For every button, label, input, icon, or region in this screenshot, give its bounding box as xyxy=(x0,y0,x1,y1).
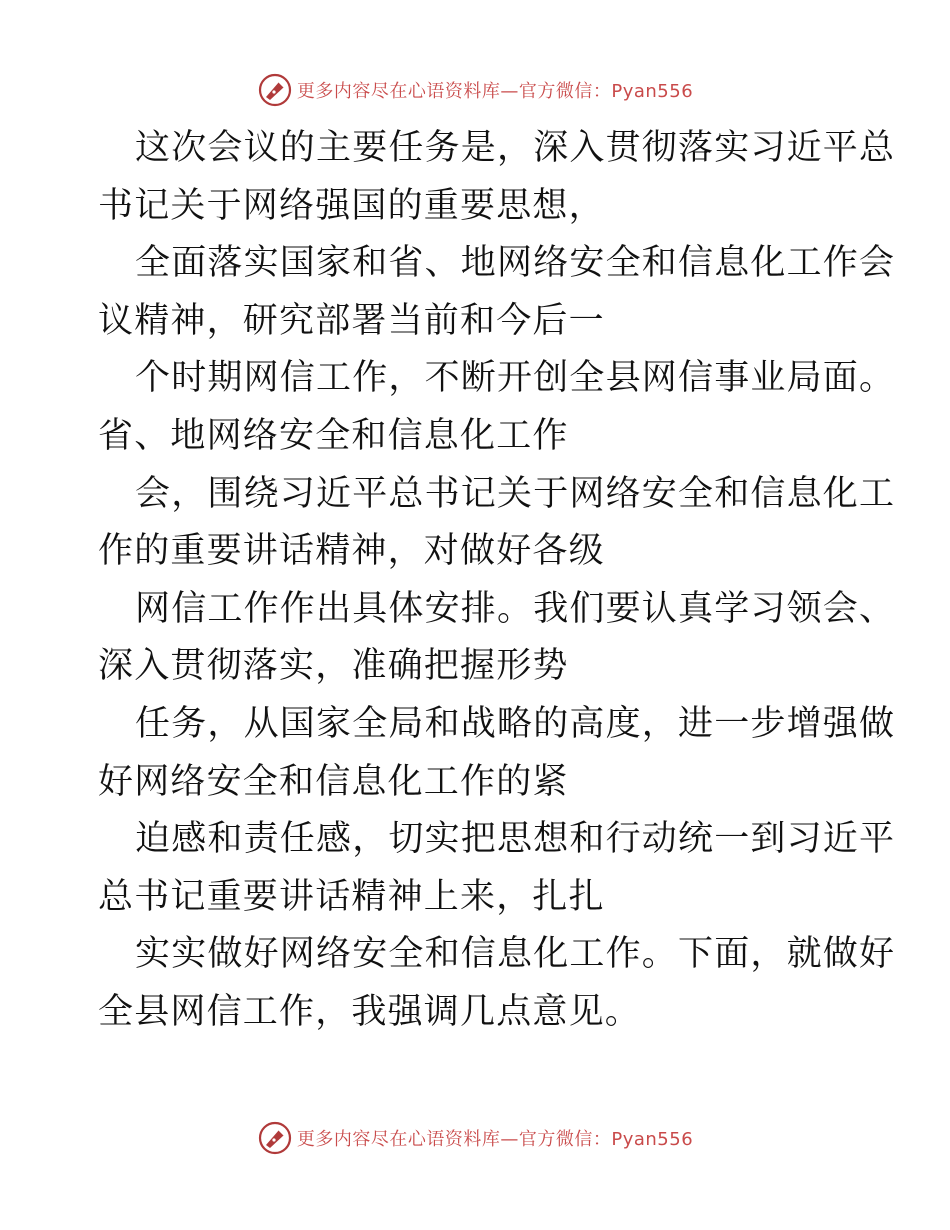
pen-nib-logo-icon xyxy=(257,1120,293,1156)
paragraph xyxy=(98,581,896,696)
paragraph xyxy=(98,926,896,1041)
header-banner xyxy=(0,70,950,110)
paragraph xyxy=(98,811,896,926)
paragraph-line: 个时期网信工作，不断开创全县网信事业局面。 xyxy=(135,358,896,399)
paragraph xyxy=(98,466,896,581)
pen-nib-logo-icon xyxy=(257,72,293,108)
paragraph-line: 网信工作作出具体安排。我们要认真学习领会、 xyxy=(135,588,896,629)
paragraph-line: 书记关于网络强国的重要思想， xyxy=(98,185,605,226)
paragraph-line: 省、地网络安全和信息化工作 xyxy=(98,415,569,456)
paragraph xyxy=(98,696,896,811)
paragraph-line: 会，围绕习近平总书记关于网络安全和信息化工 xyxy=(135,473,896,514)
paragraph xyxy=(98,350,896,465)
header-banner-text: 更多内容尽在心语资料库—官方微信：Pyan556 xyxy=(296,81,694,102)
paragraph-line: 全县网信工作，我强调几点意见。 xyxy=(98,991,642,1032)
paragraph-line: 迫感和责任感，切实把思想和行动统一到习近平 xyxy=(135,819,896,860)
paragraph-line: 议精神，研究部署当前和今后一 xyxy=(98,300,605,341)
paragraph-line: 全面落实国家和省、地网络安全和信息化工作会 xyxy=(135,243,896,284)
paragraph-line: 好网络安全和信息化工作的紧 xyxy=(98,761,569,802)
paragraph-line: 任务，从国家全局和战略的高度，进一步增强做 xyxy=(135,703,896,744)
paragraph-line: 总书记重要讲话精神上来，扎扎 xyxy=(98,876,605,917)
paragraph-line: 深入贯彻落实，准确把握形势 xyxy=(98,646,569,687)
footer-banner-text: 更多内容尽在心语资料库—官方微信：Pyan556 xyxy=(296,1129,694,1150)
paragraph xyxy=(98,235,896,350)
paragraph xyxy=(98,120,896,235)
paragraph-line: 作的重要讲话精神，对做好各级 xyxy=(98,531,605,572)
footer-banner xyxy=(0,1118,950,1158)
document-body xyxy=(98,120,896,1042)
paragraph-line: 实实做好网络安全和信息化工作。下面，就做好 xyxy=(135,934,896,975)
paragraph-line: 这次会议的主要任务是，深入贯彻落实习近平总 xyxy=(135,128,896,168)
